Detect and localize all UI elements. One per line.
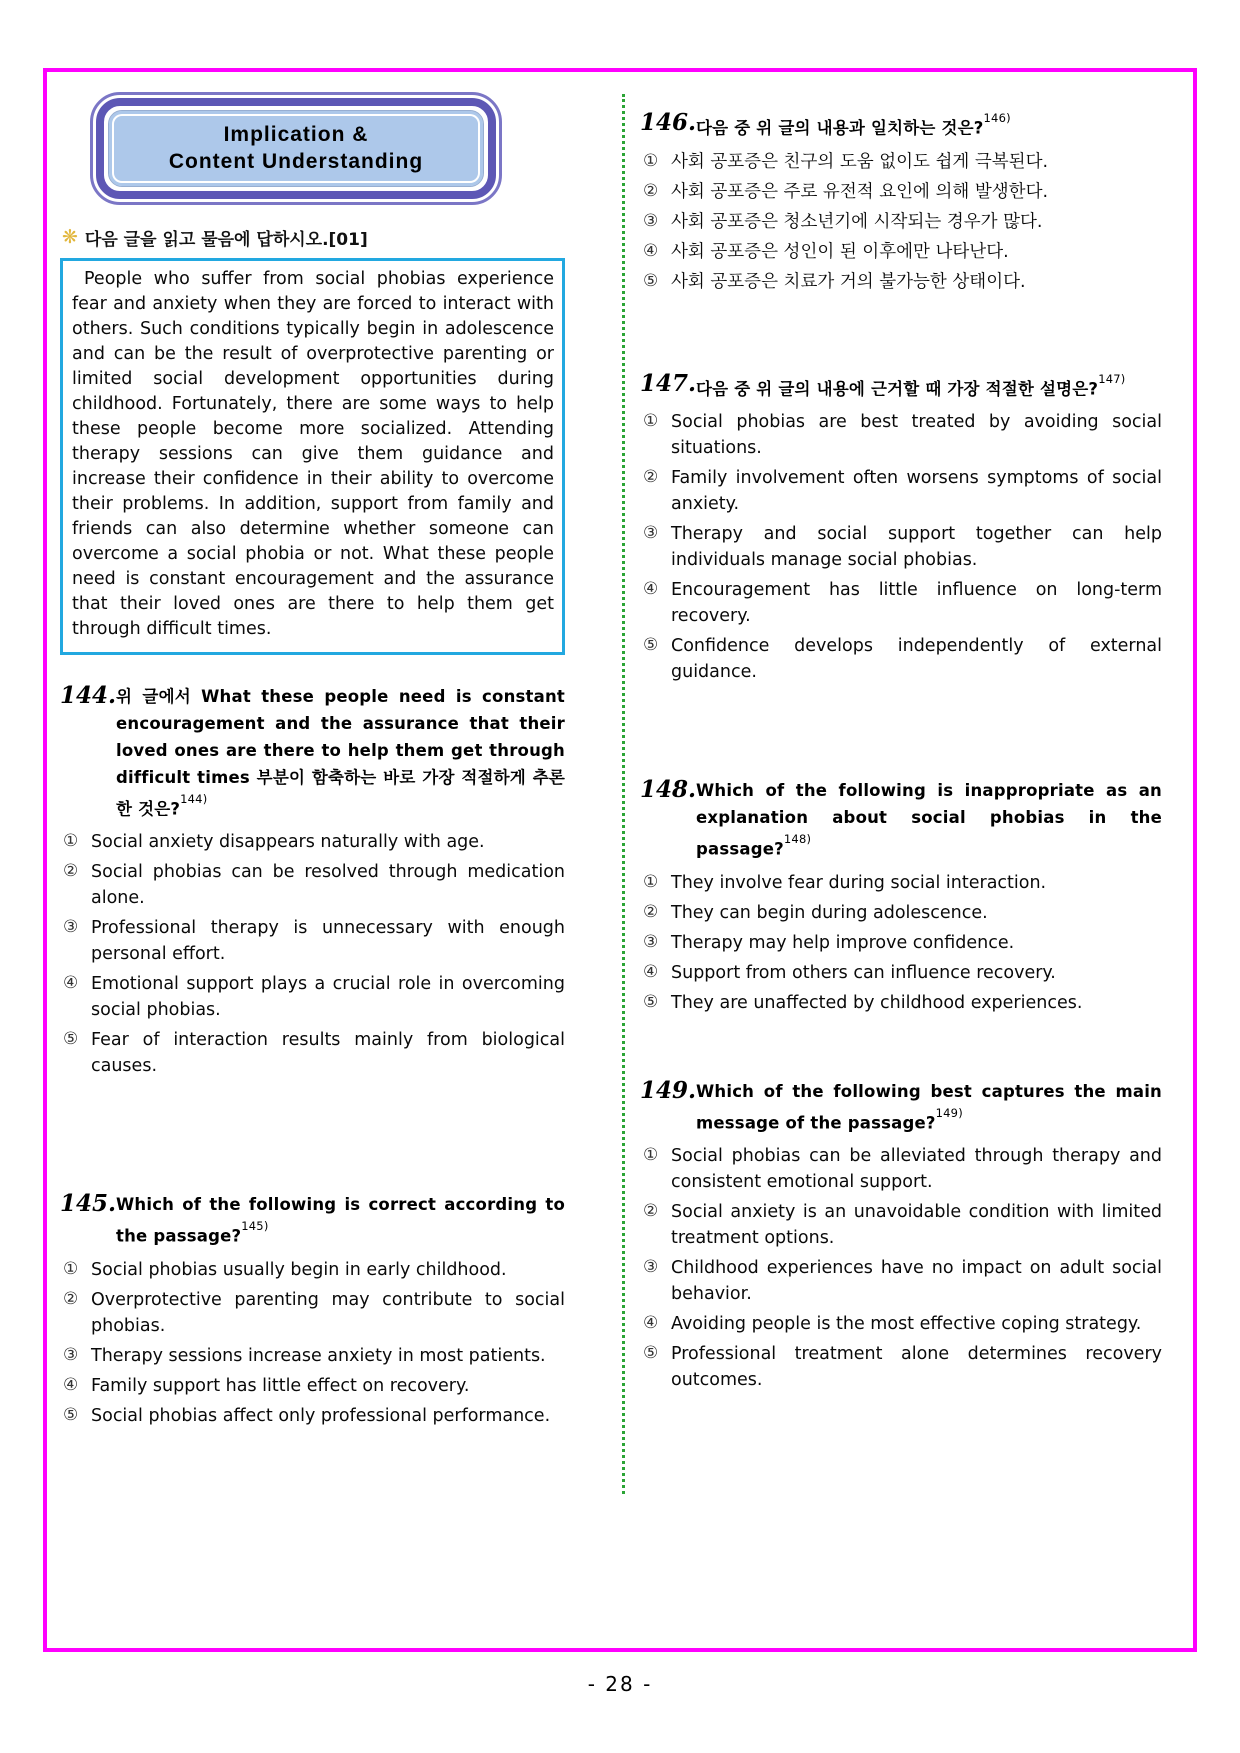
option [640,1199,1162,1251]
option-marker: ③ [63,917,79,938]
option-text: Social phobias can be resolved through medication alone. [91,862,565,909]
question-prompt: 위 글에서 What these people need is constant encouragement and the assurance that their loved ones are there to help them get through difficult times 부분이 함축하는 바로 가장 적절하게 추론한 것은?$^{144)}$ [116,686,565,819]
option-marker: ⑤ [643,1343,659,1363]
option-marker: ⑤ [643,635,659,655]
question-146 [640,110,1162,295]
option-text: Confidence develops independently of external guidance. [671,636,1162,682]
option-text: Social phobias can be alleviated through therapy and consistent emotional support. [671,1146,1162,1192]
option-marker: ④ [643,1313,659,1333]
footnote-ref: 147) [1098,371,1126,386]
question-number: 147. [640,369,697,397]
option-text: 사회 공포증은 주로 유전적 요인에 의해 발생한다. [671,181,1049,202]
option-marker: ① [643,871,659,892]
footnote-ref: 144) [180,791,208,806]
option [640,179,1162,205]
question-number: 145. [60,1190,117,1218]
option-text: Family involvement often worsens symptoms of social anxiety. [671,468,1162,514]
option-text: 사회 공포증은 청소년기에 시작되는 경우가 많다. [671,211,1043,232]
question-prompt: 다음 중 위 글의 내용과 일치하는 것은?$^{146)}$ [696,111,1011,138]
option [640,521,1162,573]
option-marker: ③ [63,1344,79,1365]
option [640,239,1162,265]
question-number: 149. [640,1076,697,1104]
option-text: Emotional support plays a crucial role in overcoming social phobias. [91,974,565,1021]
option-text: Family support has little effect on recovery. [91,1375,470,1396]
option-marker: ⑤ [643,270,659,291]
option-text: Social phobias affect only professional performance. [91,1405,551,1426]
option-marker: ④ [63,973,79,994]
option-marker: ③ [643,1257,659,1277]
option-text: They involve fear during social interaction. [671,872,1047,893]
option-marker: ⑤ [63,1029,79,1050]
option [640,269,1162,295]
option-text: 사회 공포증은 친구의 도움 없이도 쉽게 극복된다. [671,151,1049,172]
question-prompt: 다음 중 위 글의 내용에 근거할 때 가장 적절한 설명은?$^{147)}$ [696,371,1126,398]
option-marker: ⑤ [643,991,659,1012]
option-text: Professional treatment alone determines recovery outcomes. [671,1344,1162,1390]
flower-icon: ❋ [62,226,78,249]
question-prompt: Which of the following is inappropriate as an explanation about social phobias in the passage?$^{148)}$ [696,781,1162,859]
option-text: Social phobias usually begin in early childhood. [91,1259,507,1280]
option [60,1257,565,1283]
option [60,1287,565,1339]
option-marker: ① [643,150,659,171]
question-147 [640,371,1162,686]
option-marker: ③ [643,931,659,952]
option-text: Social anxiety disappears naturally with age. [91,832,485,853]
option-marker: ② [63,1288,79,1309]
section-title-line2: Content Understanding [168,150,424,174]
option-text: Fear of interaction results mainly from biological causes. [91,1030,565,1077]
option [60,859,565,911]
footnote-ref: 146) [983,111,1011,125]
option [60,915,565,967]
option-marker: ① [63,831,79,852]
option-text: Avoiding people is the most effective coping strategy. [671,1314,1142,1334]
option-marker: ① [643,411,659,431]
footnote-ref: 145) [241,1219,269,1234]
option-marker: ④ [643,579,659,599]
question-prompt: Which of the following best captures the main message of the passage?$^{149)}$ [696,1081,1162,1132]
passage-text: People who suffer from social phobias experience fear and anxiety when they are forced to interact with others. Such conditions typically begin in adolescence and can be the result of overprotective parenting or limited social development opportunities during childhood. Fortunately, there are some ways to help these people become more socialized. Attending therapy sessions can give them guidance and increase their confidence in their ability to overcome their problems. In addition, support from family and friends can also determine whether someone can overcome a social phobia or not. What these people need is constant encouragement and the assurance that their loved ones are there to help them get through difficult times. [72,268,554,639]
option [640,633,1162,685]
option-marker: ② [643,180,659,201]
question-145 [60,1191,565,1429]
option-text: They are unaffected by childhood experiences. [671,992,1083,1013]
option-text: Therapy may help improve confidence. [671,932,1015,953]
option-text: Professional therapy is unnecessary with enough personal effort. [91,918,565,965]
passage-box [60,258,565,655]
option-text: Overprotective parenting may contribute to social phobias. [91,1289,565,1336]
option-text: Social phobias are best treated by avoiding social situations. [671,412,1162,458]
option [640,1143,1162,1195]
footnote-ref: 148) [783,832,812,846]
option [640,870,1162,896]
option [640,1341,1162,1393]
section-title-line1: Implication & [223,123,369,146]
option [640,1255,1162,1307]
option [640,900,1162,926]
option [640,990,1162,1016]
section-title-badge [90,92,502,205]
option-marker: ② [643,901,659,922]
option-marker: ③ [643,523,659,543]
option [640,1311,1162,1337]
option-marker: ② [63,861,79,882]
option-marker: ③ [643,210,659,231]
question-number: 148. [640,776,697,803]
option-text: Therapy sessions increase anxiety in most patients. [91,1345,546,1366]
option-text: They can begin during adolescence. [671,902,988,923]
question-prompt: Which of the following is correct according to the passage?$^{145)}$ [116,1195,565,1246]
option [640,930,1162,956]
option-marker: ④ [643,961,659,982]
option-text: Childhood experiences have no impact on adult social behavior. [671,1258,1162,1304]
column-divider [622,94,625,1494]
option [640,465,1162,517]
question-number: 146. [640,109,697,136]
option [60,1403,565,1429]
option-marker: ⑤ [63,1404,79,1425]
option [60,829,565,855]
option-text: Therapy and social support together can help individuals manage social phobias. [671,524,1162,570]
option-marker: ② [643,1201,659,1221]
question-148 [640,777,1162,1016]
option-text: Social anxiety is an unavoidable condition with limited treatment options. [671,1202,1162,1248]
option [60,1373,565,1399]
option [60,1027,565,1079]
left-column [60,92,565,1433]
option-marker: ④ [63,1374,79,1395]
option [640,409,1162,461]
option-marker: ① [63,1258,79,1279]
page-border [43,68,1197,1652]
page-number: - 28 - [587,1672,653,1696]
option [60,971,565,1023]
option [640,149,1162,175]
option [60,1343,565,1369]
option-marker: ④ [643,240,659,261]
question-149 [640,1078,1162,1394]
option-text: Encouragement has little influence on long-term recovery. [671,580,1162,626]
right-column [640,96,1162,1397]
option-marker: ② [643,467,659,487]
option [640,577,1162,629]
option-text: Support from others can influence recovery. [671,962,1056,983]
footnote-ref: 149) [935,1105,963,1120]
option-marker: ① [643,1145,659,1165]
question-144 [60,683,565,1080]
option-text: 사회 공포증은 성인이 된 이후에만 나타난다. [671,241,1009,262]
option [640,209,1162,235]
instruction-line [62,225,565,250]
option [640,960,1162,986]
option-text: 사회 공포증은 치료가 거의 불가능한 상태이다. [671,271,1026,292]
question-number: 144. [60,681,117,709]
instruction-text: 다음 글을 읽고 물음에 답하시오.[01] [84,229,368,250]
